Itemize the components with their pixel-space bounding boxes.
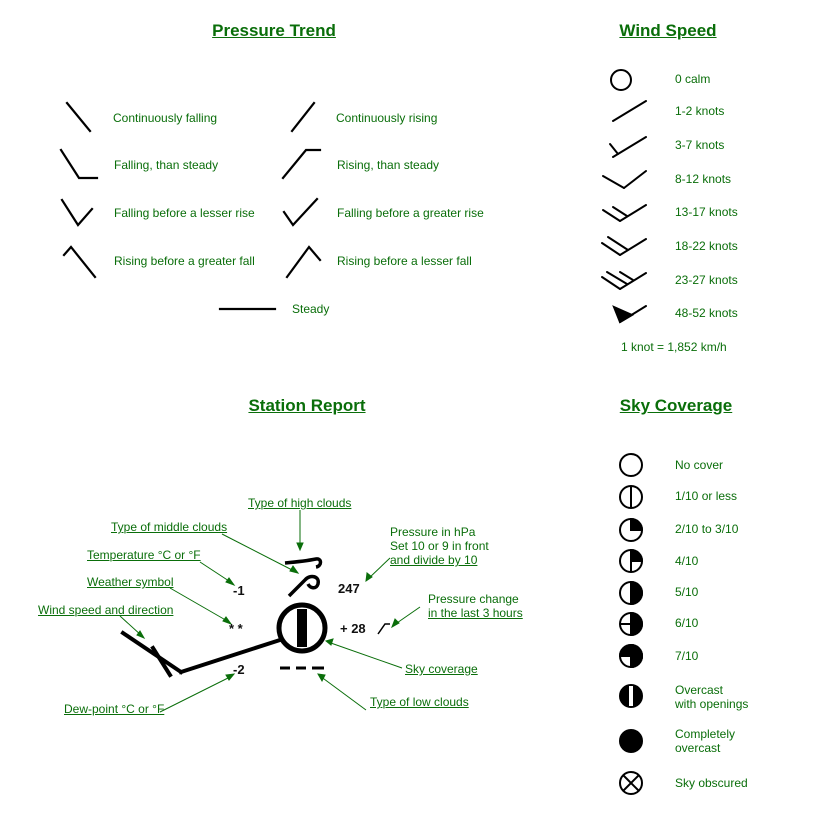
annotation-change-line2: in the last 3 hours: [428, 606, 523, 620]
annotation-temperature: Temperature °C or °F: [87, 548, 201, 562]
sky-item-label: 7/10: [675, 649, 699, 663]
sky-item-label: Overcast: [675, 683, 724, 697]
pressure-item-label: Rising, than steady: [337, 158, 440, 172]
pressure-item-label: Continuously rising: [336, 111, 438, 125]
sky-5-10-icon: [620, 582, 642, 604]
pressure-item-label: Continuously falling: [113, 111, 218, 125]
wind-item-label: 0 calm: [675, 72, 711, 86]
pressure-item-label: Rising before a lesser fall: [337, 254, 472, 268]
sky-6-10-icon: [620, 613, 642, 635]
annotation-pressure-line1: Pressure in hPa: [390, 525, 476, 539]
weather-symbol-value: * *: [229, 621, 243, 636]
wind-item-label: 18-22 knots: [675, 239, 738, 253]
sky-completely-overcast-icon: [620, 730, 642, 752]
annotation-low-clouds: Type of low clouds: [370, 695, 469, 709]
annotation-pressure-line3: and divide by 10: [390, 553, 478, 567]
sky-obscured-icon: [620, 772, 642, 794]
sky-item-label: Sky obscured: [675, 776, 748, 790]
sky-overcast-openings-icon: [620, 685, 642, 707]
temperature-value: -1: [233, 583, 245, 598]
station-report-title: Station Report: [248, 396, 366, 415]
wind-item-label: 8-12 knots: [675, 172, 732, 186]
sky-item-label: 5/10: [675, 585, 699, 599]
sky-4-10-icon: [620, 550, 642, 572]
wind-item-label: 48-52 knots: [675, 306, 738, 320]
knot-conversion-note: 1 knot = 1,852 km/h: [621, 340, 727, 354]
pressure-item-label: Falling before a lesser rise: [114, 206, 255, 220]
annotation-weather-symbol: Weather symbol: [87, 575, 174, 589]
annotation-dewpoint: Dew-point °C or °F: [64, 702, 165, 716]
wind-item-label: 23-27 knots: [675, 273, 738, 287]
wind-item-label: 1-2 knots: [675, 104, 725, 118]
pressure-item-label: Rising before a greater fall: [114, 254, 255, 268]
sky-2-3-10-icon: [620, 519, 642, 541]
sky-item-label: No cover: [675, 458, 724, 472]
sky-no-cover-icon: [620, 454, 642, 476]
sky-1-10-icon: [620, 486, 642, 508]
annotation-high-clouds: Type of high clouds: [248, 496, 352, 510]
pressure-change-value: + 28: [340, 621, 366, 636]
sky-coverage-title: Sky Coverage: [619, 396, 733, 415]
wind-speed-title: Wind Speed: [619, 21, 717, 40]
sky-item-label: 1/10 or less: [675, 489, 738, 503]
annotation-pressure-line2: Set 10 or 9 in front: [390, 539, 489, 553]
sky-item-label-line2: with openings: [675, 697, 749, 711]
pressure-item-label: Falling before a greater rise: [337, 206, 484, 220]
sky-item-label: Completely: [675, 727, 736, 741]
pressure-item-label: Falling, than steady: [114, 158, 219, 172]
sky-item-label: 4/10: [675, 554, 699, 568]
pressure-trend-title: Pressure Trend: [212, 21, 336, 40]
sky-item-label-line2: overcast: [675, 741, 721, 755]
sky-7-10-icon: [620, 645, 642, 667]
annotation-middle-clouds: Type of middle clouds: [111, 520, 228, 534]
pressure-item-label: Steady: [292, 302, 330, 316]
annotation-sky-coverage: Sky coverage: [405, 662, 478, 676]
wind-item-label: 13-17 knots: [675, 205, 738, 219]
pressure-value: 247: [338, 581, 360, 596]
dewpoint-value: -2: [233, 662, 245, 677]
sky-item-label: 6/10: [675, 616, 699, 630]
annotation-wind: Wind speed and direction: [38, 603, 174, 617]
wind-item-label: 3-7 knots: [675, 138, 725, 152]
sky-item-label: 2/10 to 3/10: [675, 522, 739, 536]
annotation-change-line1: Pressure change: [428, 592, 519, 606]
